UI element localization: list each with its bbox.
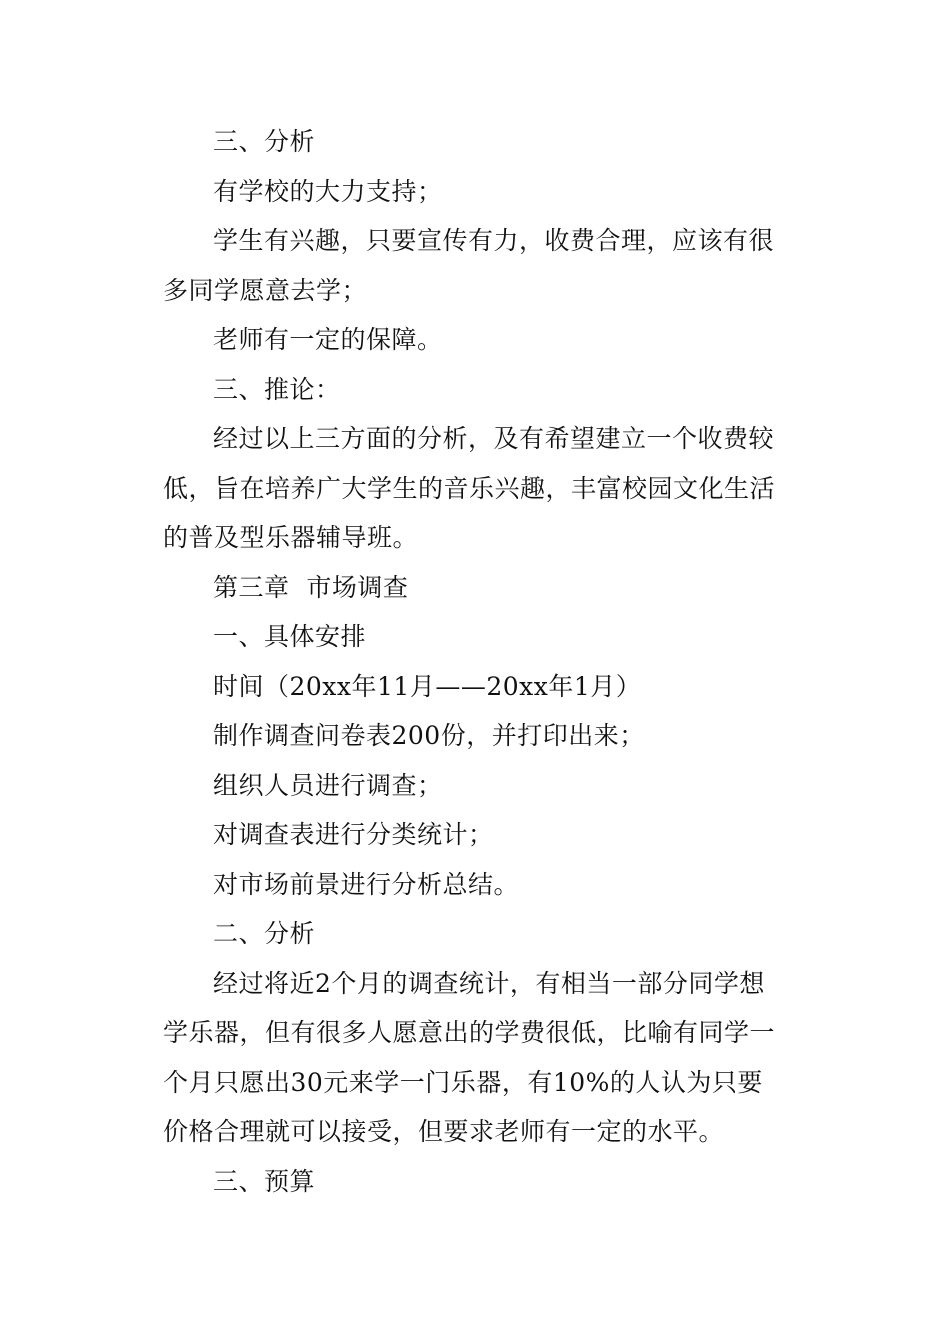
- section-heading-analysis: 三、分析: [213, 127, 316, 156]
- section-heading-arrangement: 一、具体安排: [213, 622, 367, 651]
- section-heading-budget: 三、预算: [213, 1166, 316, 1196]
- paragraph-student-interest: 学生有兴趣，只要宣传有力，收费合理，应该有很多同学愿意去学；: [163, 226, 775, 305]
- paragraph-market-summary: 对市场前景进行分析总结。: [213, 869, 520, 899]
- document-body: [163, 117, 778, 1206]
- paragraph-school-support: 有学校的大力支持；: [213, 176, 443, 206]
- section-heading-analysis-2: 二、分析: [213, 919, 316, 948]
- paragraph-classify-statistics: 对调查表进行分类统计；: [213, 820, 494, 849]
- paragraph-time: 时间（20xx年11月——20xx年1月）: [213, 671, 642, 701]
- section-heading-inference: 三、推论：: [213, 374, 341, 404]
- paragraph-organize-survey: 组织人员进行调查；: [213, 770, 443, 800]
- paragraph-questionnaire: 制作调查问卷表200份，并打印出来；: [213, 721, 645, 750]
- chapter-heading-market-survey: 第三章 市场调查: [213, 572, 409, 602]
- paragraph-teacher-guarantee: 老师有一定的保障。: [213, 325, 443, 354]
- paragraph-survey-results: 经过将近2个月的调查统计，有相当一部分同学想学乐器，但有很多人愿意出的学费很低，比喻有同学一个月只愿出30元来学一门乐器，有10%的人认为只要价格合理就可以接受，但要求老师有一定的水平。: [163, 968, 776, 1146]
- paragraph-inference: 经过以上三方面的分析，及有希望建立一个收费较低，旨在培养广大学生的音乐兴趣，丰富校园文化生活的普及型乐器辅导班。: [163, 424, 776, 552]
